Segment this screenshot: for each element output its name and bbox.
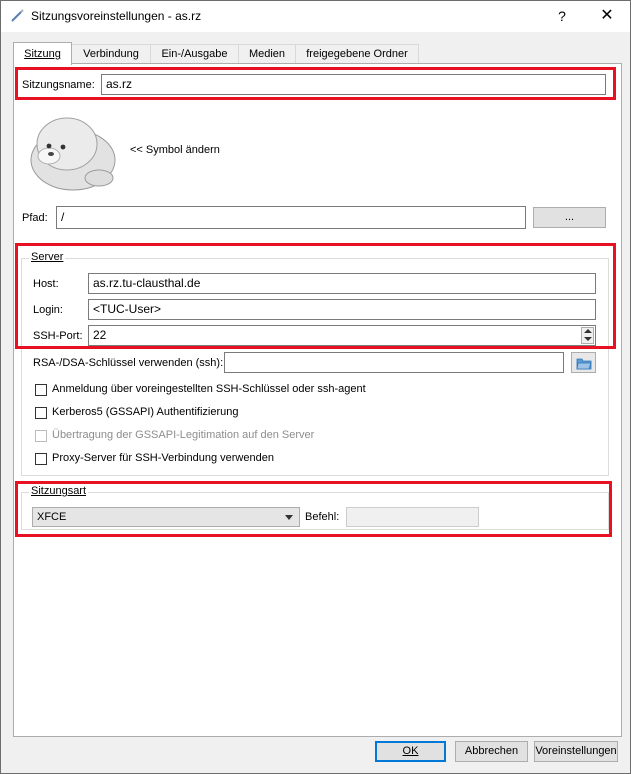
window-title: Sitzungsvoreinstellungen - as.rz <box>31 9 202 23</box>
tab-medien[interactable]: Medien <box>238 44 296 64</box>
spin-down-icon[interactable] <box>584 337 592 341</box>
proxy-checkbox[interactable] <box>35 453 47 465</box>
help-button[interactable]: ? <box>558 8 566 24</box>
seal-icon <box>27 112 119 194</box>
session-name-label: Sitzungsname: <box>22 79 95 91</box>
rsa-key-label: RSA-/DSA-Schlüssel verwenden (ssh): <box>33 357 224 369</box>
gssapi-delegation-label: Übertragung der GSSAPI-Legitimation auf den Server <box>52 429 315 441</box>
host-input[interactable]: as.rz.tu-clausthal.de <box>88 273 596 294</box>
rsa-key-input[interactable] <box>224 352 564 373</box>
folder-icon <box>576 356 592 370</box>
kerberos-checkbox[interactable] <box>35 407 47 419</box>
proxy-label: Proxy-Server für SSH-Verbindung verwenden <box>52 452 274 464</box>
tab-verbindung[interactable]: Verbindung <box>71 44 151 64</box>
tab-panel-sitzung <box>13 63 622 737</box>
ok-button[interactable]: OK <box>375 741 446 762</box>
command-input[interactable] <box>346 507 479 527</box>
chevron-down-icon <box>285 515 293 520</box>
ssh-port-label: SSH-Port: <box>33 330 83 342</box>
login-input[interactable]: <TUC-User> <box>88 299 596 320</box>
browse-path-button[interactable]: ... <box>533 207 606 228</box>
ssh-agent-label: Anmeldung über voreingestellten SSH-Schlüssel oder ssh-agent <box>52 383 366 395</box>
ssh-port-spinner[interactable] <box>581 327 594 344</box>
kerberos-label: Kerberos5 (GSSAPI) Authentifizierung <box>52 406 239 418</box>
host-label: Host: <box>33 278 59 290</box>
server-group-title: Server <box>31 251 64 263</box>
defaults-button[interactable]: Voreinstellungen <box>534 741 618 762</box>
ssh-port-input[interactable] <box>88 325 596 346</box>
session-type-group-title: Sitzungsart <box>31 485 87 497</box>
path-input[interactable]: / <box>56 206 526 229</box>
rsa-key-browse-button[interactable] <box>571 352 596 373</box>
login-label: Login: <box>33 304 63 316</box>
title-bar <box>1 1 630 32</box>
spin-up-icon[interactable] <box>584 329 592 333</box>
session-type-value: XFCE <box>37 511 67 523</box>
tab-sitzung[interactable]: Sitzung <box>13 42 72 65</box>
tab-ein-ausgabe[interactable]: Ein-/Ausgabe <box>150 44 239 64</box>
tab-freigegebene-ordner[interactable]: freigegebene Ordner <box>295 44 419 64</box>
session-name-input[interactable]: as.rz <box>101 74 606 95</box>
path-label: Pfad: <box>22 212 48 224</box>
pencil-icon <box>10 9 24 23</box>
cancel-button[interactable]: Abbrechen <box>455 741 528 762</box>
ssh-port-value: 22 <box>93 328 107 342</box>
close-button[interactable]: ✕ <box>600 7 614 24</box>
ssh-agent-checkbox[interactable] <box>35 384 47 396</box>
gssapi-delegation-checkbox[interactable] <box>35 430 47 442</box>
change-symbol-button[interactable]: << Symbol ändern <box>130 144 220 156</box>
session-type-select[interactable] <box>32 507 300 527</box>
command-label: Befehl: <box>305 511 340 523</box>
